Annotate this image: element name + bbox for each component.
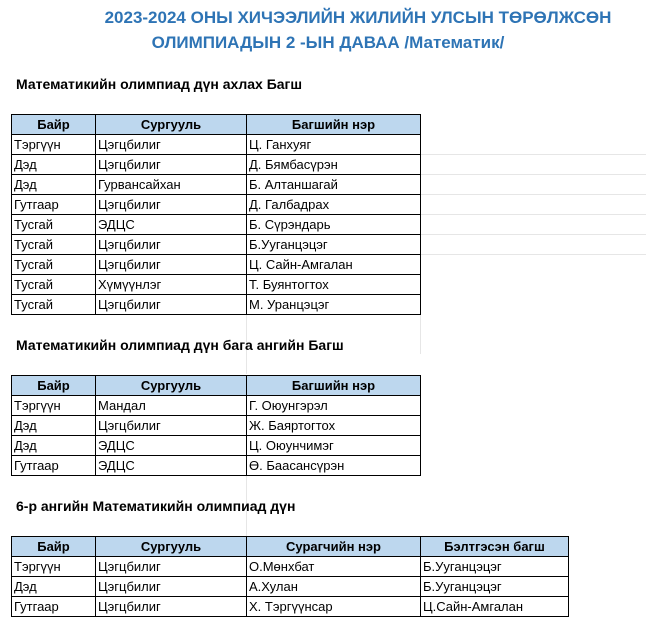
cell-school: Цэгцбилиг <box>96 557 247 577</box>
cell-school: ЭДЦС <box>96 456 247 476</box>
cell-school: ЭДЦС <box>96 215 247 235</box>
cell-place: Дэд <box>12 577 96 597</box>
cell-school: Цэгцбилиг <box>96 155 247 175</box>
cell-teacher: Ц. Оюунчимэг <box>247 436 421 456</box>
section-heading-grade6: 6-р ангийн Математикийн олимпиад дүн <box>16 498 296 514</box>
cell-school: ЭДЦС <box>96 436 247 456</box>
document-title-line-1: 2023-2024 ОНЫ ХИЧЭЭЛИЙН ЖИЛИЙН УЛСЫН ТӨРӨЛЖСӨН <box>104 8 612 27</box>
cell-student: Х. Тэргүүнсар <box>247 597 421 617</box>
cell-school: Цэгцбилиг <box>96 416 247 436</box>
column-header-place: Байр <box>12 376 96 396</box>
document-title-line-2: ОЛИМПИАДЫН 2 -ЫН ДАВАА /Математик/ <box>151 33 505 52</box>
cell-school: Хүмүүнлэг <box>96 275 247 295</box>
section-heading-primary-teachers: Математикийн олимпиад дүн бага ангийн Багш <box>16 337 344 353</box>
cell-teacher: Г. Оюунгэрэл <box>247 396 421 416</box>
column-header-place: Байр <box>12 537 96 557</box>
column-header-coach: Бэлтгэсэн багш <box>421 537 569 557</box>
cell-teacher: Ө. Баасансүрэн <box>247 456 421 476</box>
column-header-place: Байр <box>12 115 96 135</box>
table-header-row <box>12 376 421 396</box>
table-row <box>12 295 421 315</box>
table-row <box>12 456 421 476</box>
cell-place: Дэд <box>12 416 96 436</box>
cell-school: Гурвансайхан <box>96 175 247 195</box>
section-heading-senior-teachers: Математикийн олимпиад дүн ахлах Багш <box>16 76 303 92</box>
table-row <box>12 195 421 215</box>
table-row <box>12 175 421 195</box>
cell-teacher: Б.Ууганцэцэг <box>247 235 421 255</box>
grade6-results-table <box>11 536 569 617</box>
cell-place: Дэд <box>12 175 96 195</box>
cell-teacher: Ц. Ганхуяг <box>247 135 421 155</box>
table-row <box>12 597 569 617</box>
table-row <box>12 135 421 155</box>
cell-teacher: Д. Бямбасүрэн <box>247 155 421 175</box>
cell-place: Тэргүүн <box>12 396 96 416</box>
cell-teacher: Ц. Сайн-Амгалан <box>247 255 421 275</box>
column-header-student: Сурагчийн нэр <box>247 537 421 557</box>
column-header-school: Сургууль <box>96 376 247 396</box>
cell-coach: Ц.Сайн-Амгалан <box>421 597 569 617</box>
senior-teachers-table <box>11 114 421 315</box>
cell-place: Гутгаар <box>12 597 96 617</box>
table-header-row <box>12 115 421 135</box>
table-row <box>12 416 421 436</box>
table-row <box>12 215 421 235</box>
cell-school: Мандал <box>96 396 247 416</box>
table-row <box>12 577 569 597</box>
column-header-teacher: Багшийн нэр <box>247 115 421 135</box>
table-row <box>12 235 421 255</box>
cell-school: Цэгцбилиг <box>96 135 247 155</box>
table-row <box>12 275 421 295</box>
primary-teachers-table <box>11 375 421 476</box>
table-row <box>12 557 569 577</box>
cell-school: Цэгцбилиг <box>96 255 247 275</box>
cell-school: Цэгцбилиг <box>96 235 247 255</box>
cell-place: Тэргүүн <box>12 135 96 155</box>
cell-coach: Б.Ууганцэцэг <box>421 557 569 577</box>
cell-school: Цэгцбилиг <box>96 597 247 617</box>
table-row <box>12 396 421 416</box>
cell-teacher: Т. Буянтогтох <box>247 275 421 295</box>
cell-place: Тусгай <box>12 215 96 235</box>
table-row <box>12 436 421 456</box>
table-row <box>12 255 421 275</box>
cell-place: Тэргүүн <box>12 557 96 577</box>
cell-teacher: Ж. Баяртогтох <box>247 416 421 436</box>
cell-teacher: Б. Сүрэндарь <box>247 215 421 235</box>
cell-place: Тусгай <box>12 255 96 275</box>
cell-place: Тусгай <box>12 275 96 295</box>
cell-teacher: Б. Алтаншагай <box>247 175 421 195</box>
cell-place: Гутгаар <box>12 456 96 476</box>
column-header-school: Сургууль <box>96 115 247 135</box>
cell-teacher: М. Уранцэцэг <box>247 295 421 315</box>
cell-school: Цэгцбилиг <box>96 195 247 215</box>
cell-place: Гутгаар <box>12 195 96 215</box>
cell-place: Тусгай <box>12 295 96 315</box>
cell-school: Цэгцбилиг <box>96 577 247 597</box>
table-header-row <box>12 537 569 557</box>
cell-teacher: Д. Галбадрах <box>247 195 421 215</box>
cell-coach: Б.Ууганцэцэг <box>421 577 569 597</box>
cell-student: О.Мөнхбат <box>247 557 421 577</box>
cell-place: Дэд <box>12 436 96 456</box>
cell-place: Дэд <box>12 155 96 175</box>
table-row <box>12 155 421 175</box>
column-header-school: Сургууль <box>96 537 247 557</box>
cell-school: Цэгцбилиг <box>96 295 247 315</box>
column-header-teacher: Багшийн нэр <box>247 376 421 396</box>
cell-place: Тусгай <box>12 235 96 255</box>
cell-student: А.Хулан <box>247 577 421 597</box>
